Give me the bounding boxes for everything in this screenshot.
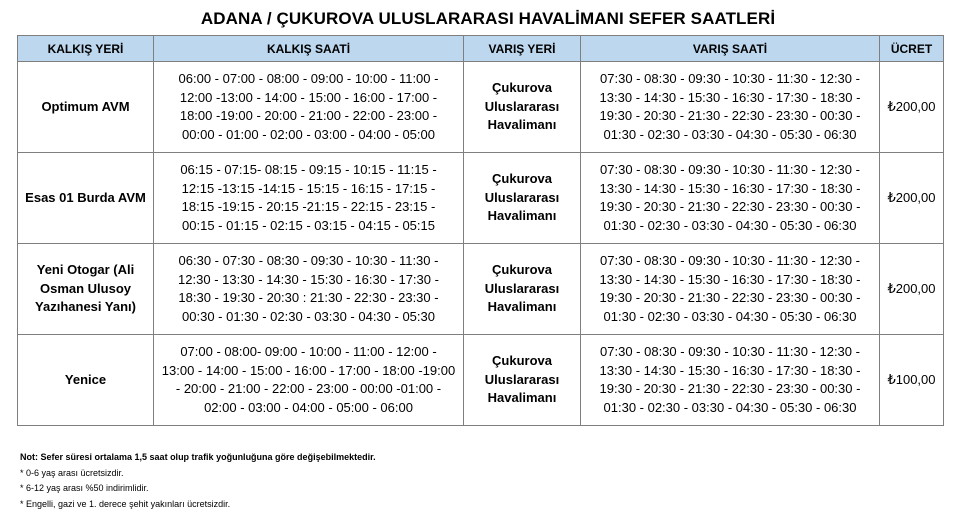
schedule-table (17, 35, 944, 426)
arrival-place-line: Uluslararası (484, 98, 560, 114)
arrival-place-cell (464, 335, 581, 426)
arrival-times-cell (581, 244, 880, 335)
fare-cell: ₺200,00 (880, 244, 944, 335)
note-item: * Engelli, gazi ve 1. derece şehit yakınları ücretsizdir. (20, 498, 231, 509)
departure-time-line: 06:00 - 07:00 - 08:00 - 09:00 - 10:00 - 11:00 - (178, 71, 439, 86)
page-title: ADANA / ÇUKUROVA ULUSLARARASI HAVALİMANI SEFER SAATLERİ (200, 9, 776, 28)
arrival-place-line: Çukurova (492, 80, 552, 96)
departure-times-cell (154, 153, 464, 244)
arrival-place-line: Çukurova (492, 262, 552, 278)
departure-time-line: 18:00 -19:00 - 20:00 - 21:00 - 22:00 - 23:00 - (179, 108, 438, 123)
departure-times-cell (154, 62, 464, 153)
arrival-time-line: 13:30 - 14:30 - 15:30 - 16:30 - 17:30 - 18:30 - (599, 362, 861, 378)
departure-place-cell: Yenice (18, 335, 154, 426)
departure-time-line: 00:00 - 01:00 - 02:00 - 03:00 - 04:00 - 05:00 (182, 126, 435, 142)
arrival-time-line: 07:30 - 08:30 - 09:30 - 10:30 - 11:30 - 12:30 - (600, 344, 860, 359)
header-arrival-time: VARIŞ SAATİ (581, 36, 880, 62)
arrival-place-line: Havalimanı (487, 117, 557, 133)
header-departure-time: KALKIŞ SAATİ (154, 36, 464, 62)
arrival-place-line: Uluslararası (484, 371, 560, 387)
departure-place-cell: Optimum AVM (18, 62, 154, 153)
departure-times-cell (154, 244, 464, 335)
arrival-times-cell (581, 153, 880, 244)
departure-place-cell: Yeni Otogar (Ali Osman Ulusoy Yazıhanesi Yanı) (18, 244, 154, 335)
departure-time-line: 12:15 -13:15 -14:15 - 15:15 - 16:15 - 17:15 - (181, 180, 436, 196)
fare-cell: ₺200,00 (880, 62, 944, 153)
fare-cell: ₺200,00 (880, 153, 944, 244)
arrival-time-line: 07:30 - 08:30 - 09:30 - 10:30 - 11:30 - 12:30 - (600, 253, 860, 268)
departure-time-line: 06:15 - 07:15- 08:15 - 09:15 - 10:15 - 11:15 - (180, 162, 437, 177)
arrival-times-cell (581, 335, 880, 426)
departure-time-line: 02:00 - 03:00 - 04:00 - 05:00 - 06:00 (204, 399, 413, 415)
table-header-row (18, 36, 944, 62)
departure-place-cell: Esas 01 Burda AVM (18, 153, 154, 244)
departure-time-line: 07:00 - 08:00- 09:00 - 10:00 - 11:00 - 12:00 - (180, 344, 437, 359)
departure-time-line: 13:00 - 14:00 - 15:00 - 16:00 - 17:00 - 18:00 -19:00 (161, 362, 456, 378)
departure-time-line: 00:30 - 01:30 - 02:30 - 03:30 - 04:30 - 05:30 (182, 308, 435, 324)
departure-time-line: 12:00 -13:00 - 14:00 - 15:00 - 16:00 - 17:00 - (179, 89, 438, 105)
arrival-time-line: 01:30 - 02:30 - 03:30 - 04:30 - 05:30 - 06:30 (603, 126, 857, 142)
arrival-place-line: Çukurova (492, 171, 552, 187)
footnotes (20, 450, 376, 512)
arrival-place-cell (464, 244, 581, 335)
table-row (18, 153, 944, 244)
header-fare: ÜCRET (880, 36, 944, 62)
arrival-time-line: 01:30 - 02:30 - 03:30 - 04:30 - 05:30 - 06:30 (603, 399, 857, 415)
arrival-time-line: 13:30 - 14:30 - 15:30 - 16:30 - 17:30 - 18:30 - (599, 271, 861, 287)
fare-cell: ₺100,00 (880, 335, 944, 426)
note-item: * 6-12 yaş arası %50 indirimlidir. (20, 483, 149, 493)
arrival-place-line: Uluslararası (484, 280, 560, 296)
departure-time-line: 18:30 - 19:30 - 20:30 : 21:30 - 22:30 - 23:30 - (178, 290, 439, 305)
departure-time-line: 00:15 - 01:15 - 02:15 - 03:15 - 04:15 - 05:15 (182, 217, 435, 233)
table-row (18, 244, 944, 335)
table-row (18, 335, 944, 426)
arrival-times-cell (581, 62, 880, 153)
arrival-place-line: Uluslararası (484, 189, 560, 205)
arrival-time-line: 19:30 - 20:30 - 21:30 - 22:30 - 23:30 - 00:30 - (599, 108, 861, 123)
arrival-place-cell (464, 62, 581, 153)
arrival-time-line: 19:30 - 20:30 - 21:30 - 22:30 - 23:30 - 00:30 - (599, 199, 861, 214)
arrival-place-line: Havalimanı (487, 208, 557, 224)
arrival-place-line: Çukurova (492, 353, 552, 369)
header-arrival-place: VARIŞ YERİ (464, 36, 581, 62)
arrival-time-line: 07:30 - 08:30 - 09:30 - 10:30 - 11:30 - 12:30 - (600, 71, 860, 86)
table-row (18, 62, 944, 153)
arrival-time-line: 13:30 - 14:30 - 15:30 - 16:30 - 17:30 - 18:30 - (599, 89, 861, 105)
header-departure-place: KALKIŞ YERİ (18, 36, 154, 62)
departure-time-line: 06:30 - 07:30 - 08:30 - 09:30 - 10:30 - 11:30 - (178, 253, 439, 268)
departure-time-line: 18:15 -19:15 - 20:15 -21:15 - 22:15 - 23:15 - (181, 199, 436, 214)
arrival-place-line: Havalimanı (487, 390, 557, 406)
arrival-place-cell (464, 153, 581, 244)
arrival-place-line: Havalimanı (487, 299, 557, 315)
arrival-time-line: 01:30 - 02:30 - 03:30 - 04:30 - 05:30 - 06:30 (603, 308, 857, 324)
departure-times-cell (154, 335, 464, 426)
arrival-time-line: 07:30 - 08:30 - 09:30 - 10:30 - 11:30 - 12:30 - (600, 162, 860, 177)
departure-time-line: - 20:00 - 21:00 - 22:00 - 23:00 - 00:00 -01:00 - (175, 381, 442, 396)
note-item: * 0-6 yaş arası ücretsizdir. (20, 467, 124, 478)
departure-time-line: 12:30 - 13:30 - 14:30 - 15:30 - 16:30 - 17:30 - (178, 271, 439, 287)
arrival-time-line: 19:30 - 20:30 - 21:30 - 22:30 - 23:30 - 00:30 - (599, 290, 861, 305)
note-travel-time: Not: Sefer süresi ortalama 1,5 saat olup trafik yoğunluğuna göre değişebilmektedir. (20, 452, 376, 462)
arrival-time-line: 19:30 - 20:30 - 21:30 - 22:30 - 23:30 - 00:30 - (599, 381, 861, 396)
arrival-time-line: 13:30 - 14:30 - 15:30 - 16:30 - 17:30 - 18:30 - (599, 180, 861, 196)
arrival-time-line: 01:30 - 02:30 - 03:30 - 04:30 - 05:30 - 06:30 (603, 217, 857, 233)
